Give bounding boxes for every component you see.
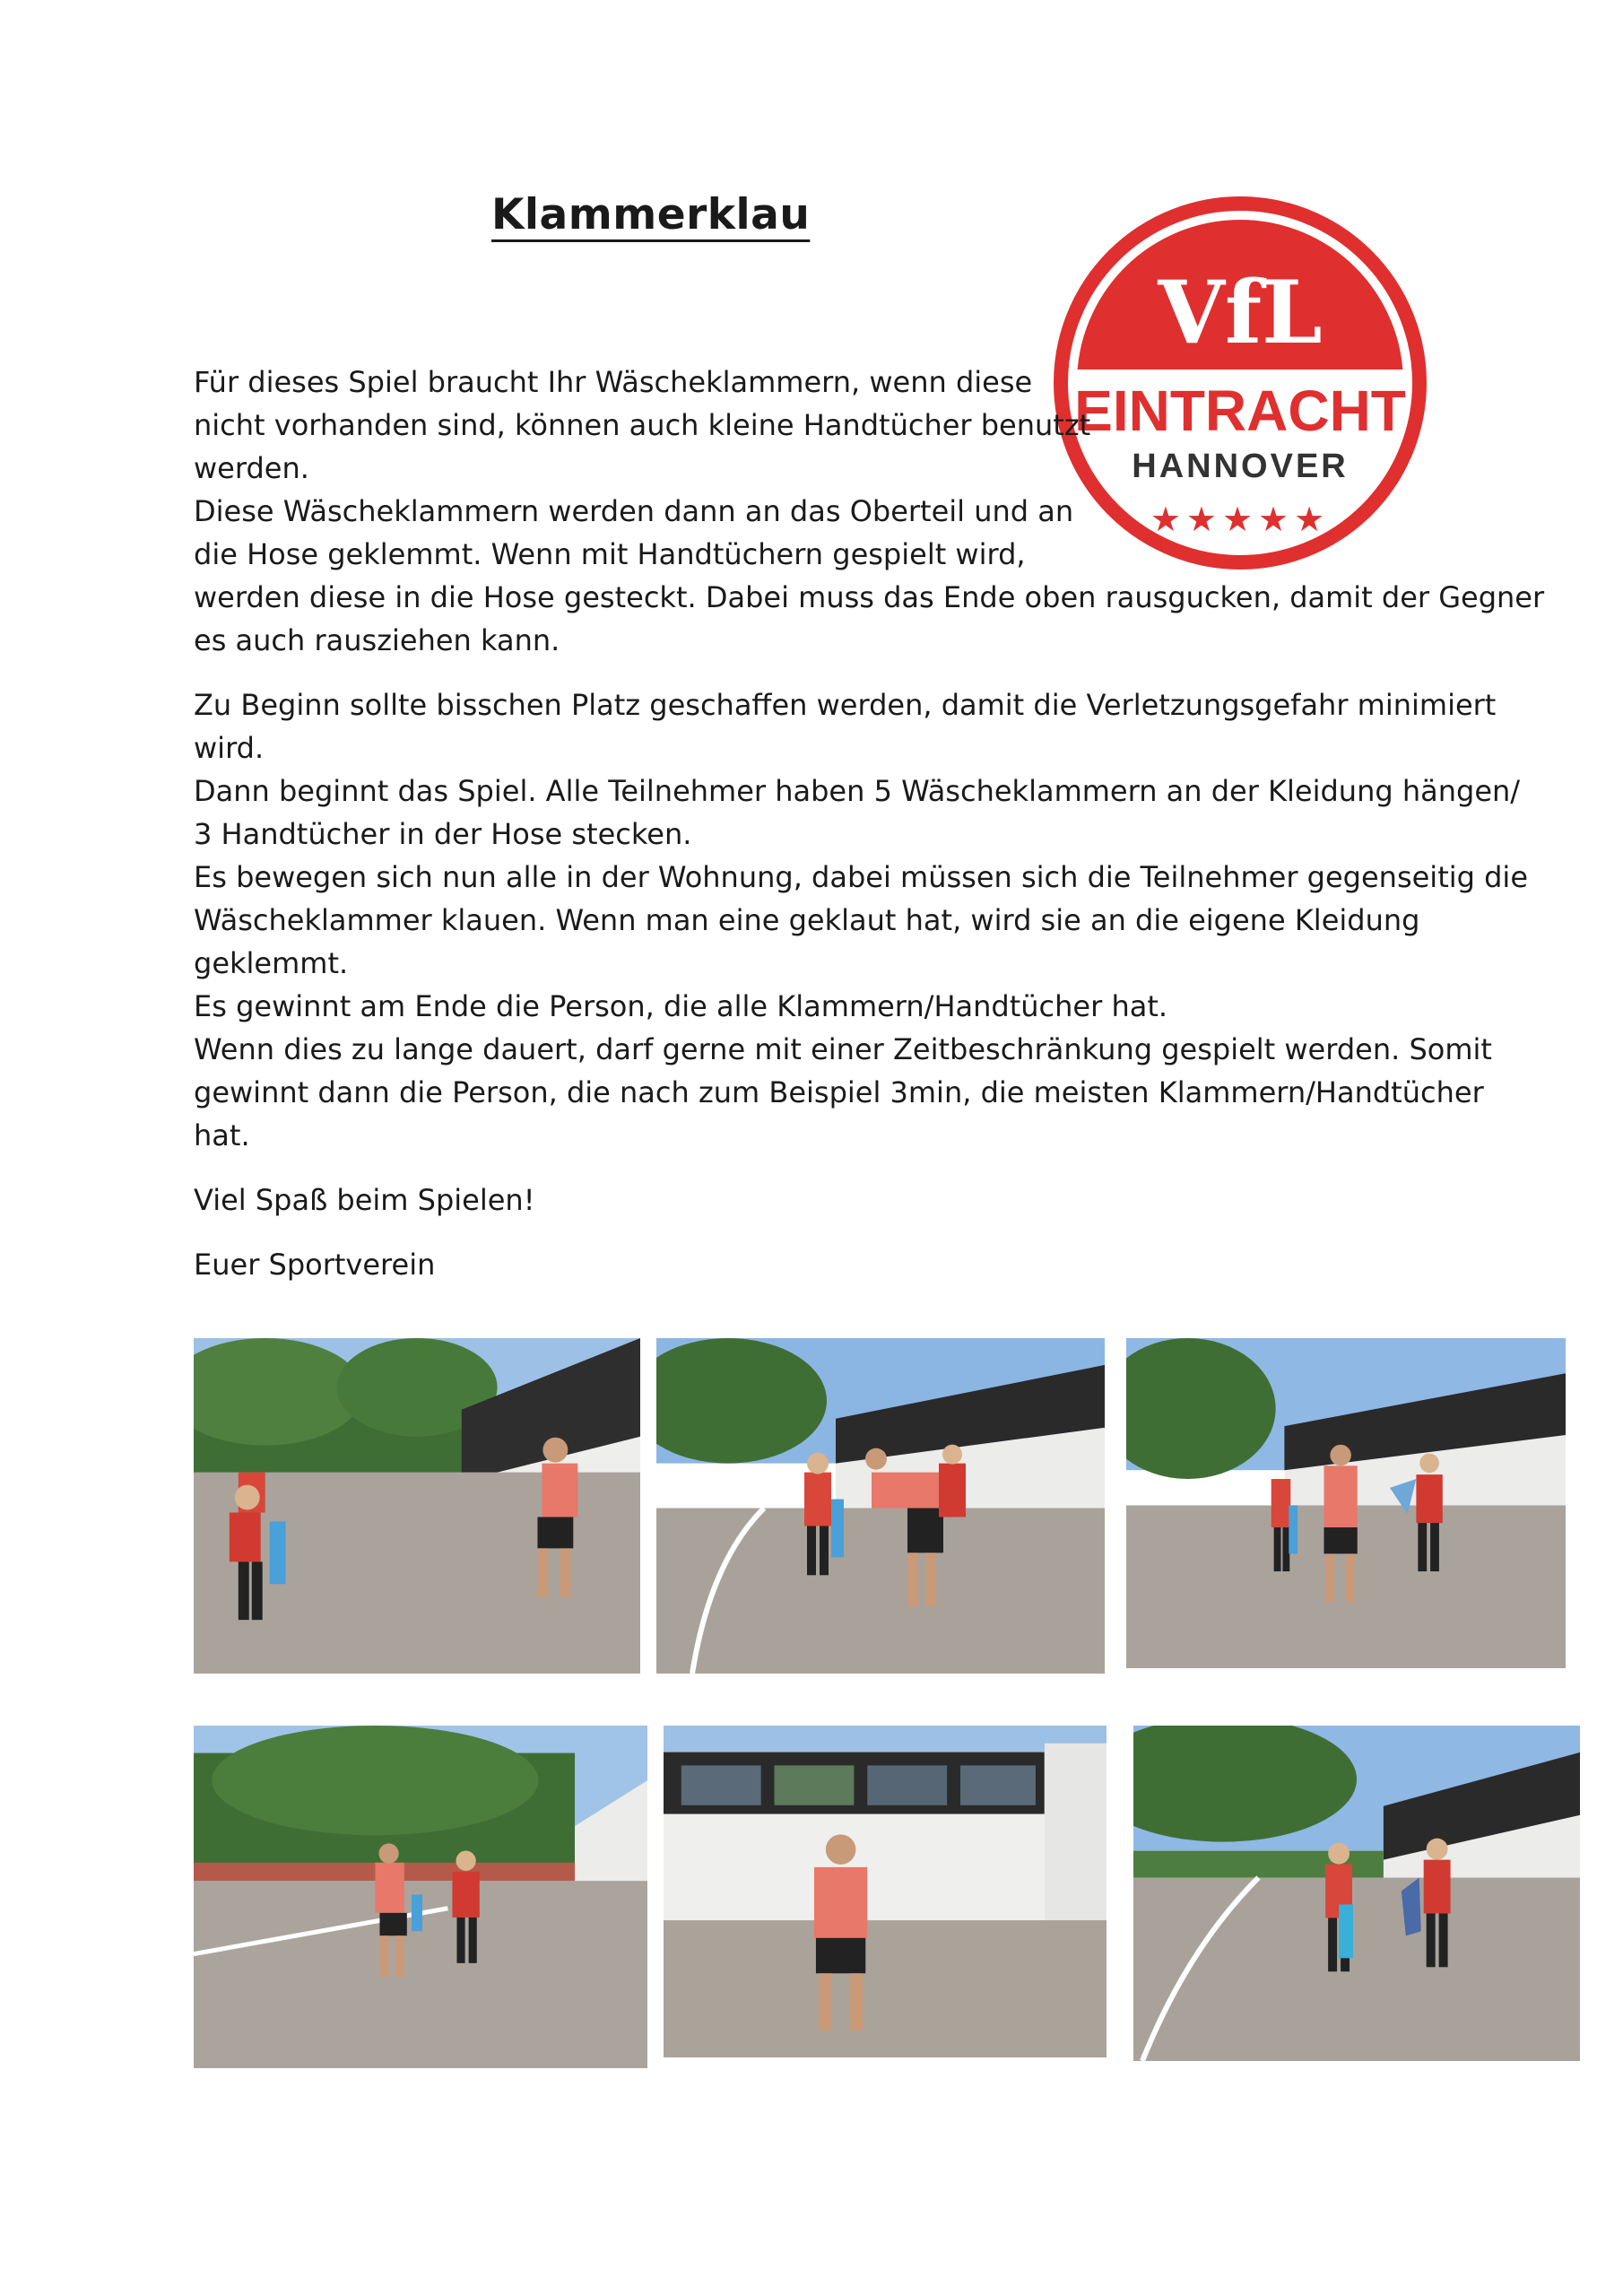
paragraph-1-line: nicht vorhanden sind, können auch kleine Handtücher benutzt <box>194 408 1091 442</box>
paragraph-2-line: 3 Handtücher in der Hose stecken. <box>194 817 692 851</box>
logo-stars: ★★★★★ <box>1150 500 1331 539</box>
paragraph-2-line: Dann beginnt das Spiel. Alle Teilnehmer haben 5 Wäscheklammern an der Kleidung hängen/ <box>194 774 1521 808</box>
paragraph-1-line: die Hose geklemmt. Wenn mit Handtüchern gespielt wird, <box>194 537 1026 571</box>
photo-6 <box>1133 1726 1580 2061</box>
document-title: Klammerklau <box>491 190 811 239</box>
paragraph-2-line: Wenn dies zu lange dauert, darf gerne mit einer Zeitbeschränkung gespielt werden. Somit <box>194 1032 1492 1066</box>
paragraph-2-line: Wäscheklammer klauen. Wenn man eine geklaut hat, wird sie an die eigene Kleidung <box>194 903 1420 937</box>
paragraph-2-line: geklemmt. <box>194 946 349 980</box>
paragraph-1-line: werden diese in die Hose gesteckt. Dabei muss das Ende oben rausgucken, damit der Gegner <box>194 580 1545 614</box>
photo-3 <box>1126 1338 1566 1668</box>
paragraph-2-line: Zu Beginn sollte bisschen Platz geschaffen werden, damit die Verletzungsgefahr minimiert <box>194 688 1497 722</box>
paragraph-1-line: werden. <box>194 451 309 485</box>
closing-line: Viel Spaß beim Spielen! <box>194 1183 535 1217</box>
logo-hannover-text: HANNOVER <box>1132 448 1349 485</box>
body-text <box>194 361 1545 1286</box>
logo-vfl-text: VfL <box>1158 262 1323 363</box>
logo-eintracht-text: EINTRACHT <box>1074 378 1406 443</box>
photo-1 <box>194 1338 640 1674</box>
paragraph-2-line: gewinnt dann die Person, die nach zum Beispiel 3min, die meisten Klammern/Handtücher <box>194 1075 1484 1109</box>
photo-4 <box>194 1726 647 2068</box>
photo-5 <box>664 1726 1107 2057</box>
signature-line: Euer Sportverein <box>194 1248 436 1282</box>
paragraph-1-line: Für dieses Spiel braucht Ihr Wäscheklammern, wenn diese <box>194 365 1033 399</box>
paragraph-1-line: es auch rausziehen kann. <box>194 623 560 657</box>
paragraph-2-line: Es bewegen sich nun alle in der Wohnung, dabei müssen sich die Teilnehmer gegenseitig die <box>194 860 1528 894</box>
paragraph-1-line: Diese Wäscheklammern werden dann an das Oberteil und an <box>194 494 1074 528</box>
paragraph-2-line: hat. <box>194 1118 250 1152</box>
paragraph-2-line: wird. <box>194 731 265 765</box>
paragraph-2-line: Es gewinnt am Ende die Person, die alle Klammern/Handtücher hat. <box>194 989 1168 1023</box>
photo-2 <box>656 1338 1105 1674</box>
